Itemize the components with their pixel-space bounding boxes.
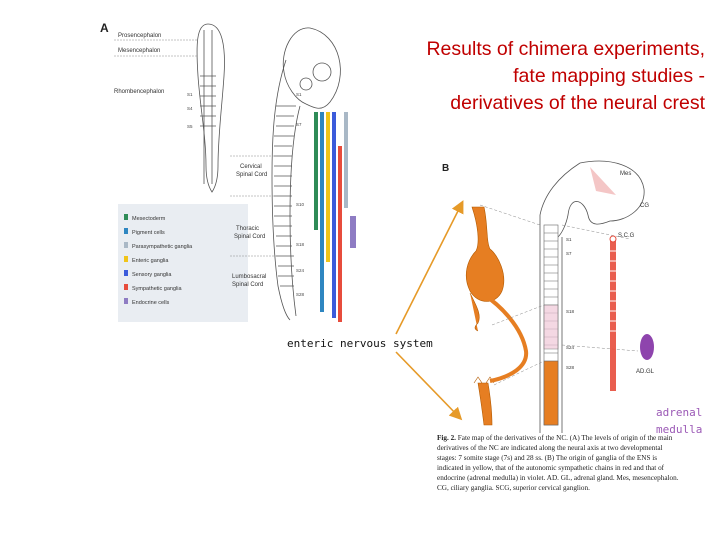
scg-column xyxy=(610,236,616,391)
caption-text: Fate map of the derivatives of the NC. (A) The levels of origin of the main derivatives of the NC are indicated along the neural axis at two developmental stages: 7 somite stage (7s) and 28 ss. (B) The origin of ganglia of the ENS is indicated in yellow, that of the autonomic sympathetic chains in red and that of endocrine (adrenal medulla) in violet. AD. GL, adrenal gland. Mes, mesencephalon. CG, ciliary ganglia. SCG, superior cervical ganglion. xyxy=(437,434,679,492)
label-adgl: AD.GL xyxy=(636,369,655,375)
legend-swatch xyxy=(124,242,128,248)
slide-title xyxy=(360,36,705,117)
somite-label: S5 xyxy=(187,124,193,129)
label-s1: S1 xyxy=(566,237,572,242)
legend-label: Parasympathetic ganglia xyxy=(132,244,193,250)
label-lumbosacral-spinal-cord: Spinal Cord xyxy=(232,282,264,288)
legend-label: Mesectoderm xyxy=(132,216,166,222)
panel-a-fate-map xyxy=(100,16,370,322)
gut-tube xyxy=(484,295,526,381)
legend-swatch xyxy=(124,298,128,304)
somite-label: S24 xyxy=(296,268,305,273)
figure-caption xyxy=(437,433,682,493)
label-cervical-spinal-cord: Spinal Cord xyxy=(236,172,268,178)
somite-label: S1 xyxy=(296,92,302,97)
label-mesencephalon: Mesencephalon xyxy=(118,48,161,54)
label-cervical: Cervical xyxy=(240,164,262,170)
legend-label: Sympathetic ganglia xyxy=(132,286,182,292)
somite-label: S28 xyxy=(296,292,305,297)
panel-b-fate-map xyxy=(440,155,665,433)
enteric-nervous-system-label: enteric nervous system xyxy=(287,337,433,350)
adrenal-gland-shape xyxy=(640,334,654,360)
somite-label: S4 xyxy=(187,106,193,111)
label-thoracic-spinal-cord: Spinal Cord xyxy=(234,234,266,240)
title-line-1: Results of chimera experiments, xyxy=(426,38,705,60)
legend-label: Endocrine cells xyxy=(132,300,170,306)
legend-swatch xyxy=(124,214,128,220)
label-mes: Mes xyxy=(620,171,632,177)
adrenal-label-line-2: medulla xyxy=(656,423,703,436)
label-s28: S28 xyxy=(566,365,575,370)
label-s24: S24 xyxy=(566,345,575,350)
label-cg: CG xyxy=(640,203,649,209)
title-line-2: fate mapping studies - xyxy=(513,65,705,87)
neural-tube-segments xyxy=(544,225,558,425)
enteric-organs xyxy=(466,207,504,425)
legend-label: Sensory ganglia xyxy=(132,272,172,278)
caption-heading: Fig. 2. xyxy=(437,434,456,442)
label-scg: S.C.G xyxy=(618,233,635,239)
legend-label: Pigment cells xyxy=(132,230,165,236)
legend-swatch xyxy=(124,284,128,290)
somite-label: S7 xyxy=(296,122,302,127)
early-embryo-drawing xyxy=(197,24,224,192)
label-lumbosacral: Lumbosacral xyxy=(232,274,267,280)
panel-a-letter: A xyxy=(100,21,109,35)
panel-b-letter: B xyxy=(442,163,450,174)
legend-swatch xyxy=(124,256,128,262)
label-s7: S7 xyxy=(566,251,572,256)
legend-swatch xyxy=(124,228,128,234)
title-line-3: derivatives of the neural crest xyxy=(450,92,705,114)
label-rhombencephalon: Rhombencephalon xyxy=(114,89,165,95)
adrenal-label-line-1: adrenal xyxy=(656,406,703,419)
somite-label: S1 xyxy=(187,92,193,97)
legend-label: Enteric ganglia xyxy=(132,258,169,264)
late-embryo-drawing xyxy=(272,28,340,320)
label-s18: S18 xyxy=(566,309,575,314)
legend-swatch xyxy=(124,270,128,276)
label-thoracic: Thoracic xyxy=(236,226,260,232)
label-prosencephalon: Prosencephalon xyxy=(118,33,162,39)
derivative-color-bars xyxy=(314,112,356,322)
somite-label: S10 xyxy=(296,202,305,207)
somite-label: S18 xyxy=(296,242,305,247)
